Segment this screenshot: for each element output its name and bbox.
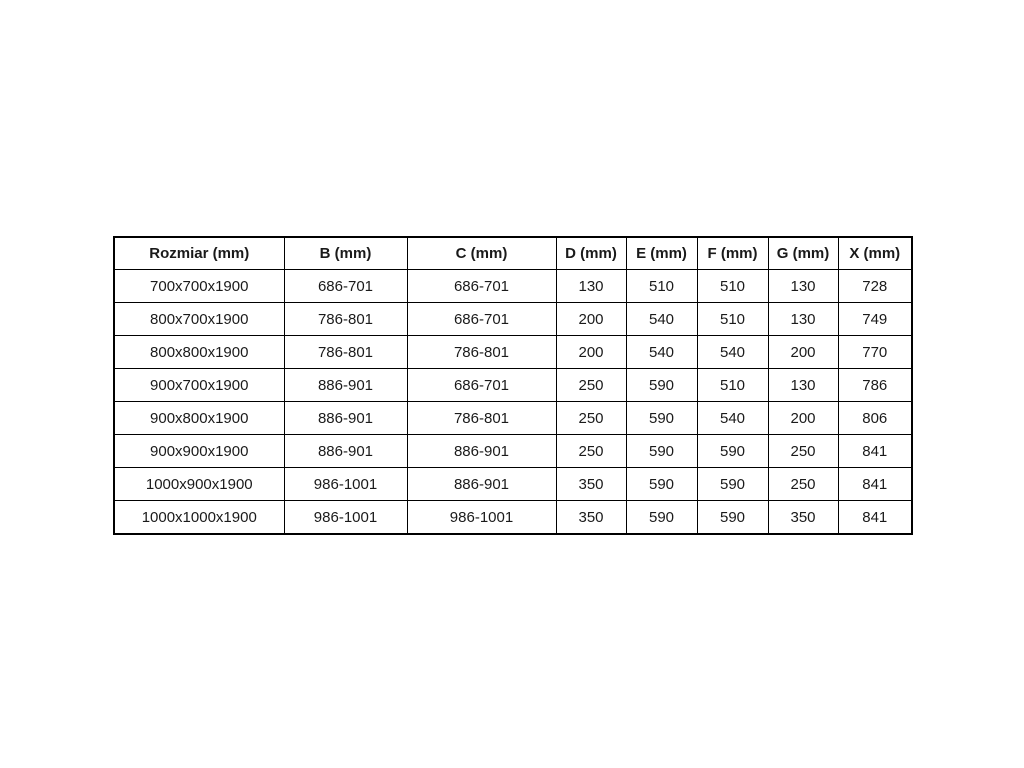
header-rozmiar: Rozmiar (mm) — [114, 237, 284, 270]
table-row — [114, 369, 912, 402]
table-cell: 1000x900x1900 — [114, 468, 284, 501]
table-row — [114, 435, 912, 468]
header-b: B (mm) — [284, 237, 407, 270]
table-row — [114, 270, 912, 303]
table-cell: 130 — [556, 270, 626, 303]
table-cell: 886-901 — [407, 468, 556, 501]
table-cell: 250 — [556, 402, 626, 435]
table-cell: 590 — [697, 435, 768, 468]
table-cell: 786 — [838, 369, 912, 402]
table-cell: 510 — [626, 270, 697, 303]
table-cell: 841 — [838, 501, 912, 535]
table-cell: 250 — [556, 435, 626, 468]
header-f: F (mm) — [697, 237, 768, 270]
table-cell: 200 — [556, 303, 626, 336]
table-cell: 510 — [697, 270, 768, 303]
table-cell: 806 — [838, 402, 912, 435]
table-cell: 886-901 — [407, 435, 556, 468]
table-cell: 590 — [697, 468, 768, 501]
table-cell: 686-701 — [407, 270, 556, 303]
table-cell: 540 — [697, 336, 768, 369]
table-cell: 590 — [626, 402, 697, 435]
header-x: X (mm) — [838, 237, 912, 270]
table-cell: 900x800x1900 — [114, 402, 284, 435]
header-d: D (mm) — [556, 237, 626, 270]
table-cell: 786-801 — [407, 336, 556, 369]
table-cell: 350 — [556, 468, 626, 501]
table-cell: 841 — [838, 468, 912, 501]
table-cell: 590 — [626, 501, 697, 535]
table-cell: 590 — [697, 501, 768, 535]
table-cell: 700x700x1900 — [114, 270, 284, 303]
header-c: C (mm) — [407, 237, 556, 270]
table-cell: 200 — [768, 402, 838, 435]
table-cell: 130 — [768, 303, 838, 336]
table-cell: 986-1001 — [284, 468, 407, 501]
table-row — [114, 303, 912, 336]
table-cell: 200 — [556, 336, 626, 369]
table-cell: 250 — [556, 369, 626, 402]
table-cell: 900x900x1900 — [114, 435, 284, 468]
table-row — [114, 501, 912, 535]
table-cell: 350 — [768, 501, 838, 535]
table-cell: 841 — [838, 435, 912, 468]
table-cell: 800x800x1900 — [114, 336, 284, 369]
table-cell: 1000x1000x1900 — [114, 501, 284, 535]
table-cell: 986-1001 — [407, 501, 556, 535]
table-cell: 886-901 — [284, 402, 407, 435]
table-cell: 728 — [838, 270, 912, 303]
table-row — [114, 336, 912, 369]
table-cell: 590 — [626, 468, 697, 501]
header-e: E (mm) — [626, 237, 697, 270]
header-g: G (mm) — [768, 237, 838, 270]
table-cell: 540 — [697, 402, 768, 435]
table-cell: 250 — [768, 468, 838, 501]
table-row — [114, 402, 912, 435]
dimensions-table — [113, 236, 913, 535]
table-cell: 686-701 — [407, 303, 556, 336]
table-row — [114, 468, 912, 501]
table-cell: 590 — [626, 369, 697, 402]
table-cell: 200 — [768, 336, 838, 369]
table-cell: 350 — [556, 501, 626, 535]
table-cell: 786-801 — [407, 402, 556, 435]
table-cell: 786-801 — [284, 336, 407, 369]
table-cell: 510 — [697, 303, 768, 336]
table-cell: 250 — [768, 435, 838, 468]
table-cell: 800x700x1900 — [114, 303, 284, 336]
table-cell: 900x700x1900 — [114, 369, 284, 402]
table-cell: 886-901 — [284, 369, 407, 402]
table-cell: 540 — [626, 336, 697, 369]
table-cell: 786-801 — [284, 303, 407, 336]
table-cell: 986-1001 — [284, 501, 407, 535]
table-cell: 130 — [768, 369, 838, 402]
table-cell: 590 — [626, 435, 697, 468]
table-cell: 886-901 — [284, 435, 407, 468]
table-cell: 686-701 — [284, 270, 407, 303]
table-cell: 749 — [838, 303, 912, 336]
table-cell: 770 — [838, 336, 912, 369]
table-header-row — [114, 237, 912, 270]
table-cell: 130 — [768, 270, 838, 303]
table-cell: 686-701 — [407, 369, 556, 402]
table-cell: 540 — [626, 303, 697, 336]
table-cell: 510 — [697, 369, 768, 402]
